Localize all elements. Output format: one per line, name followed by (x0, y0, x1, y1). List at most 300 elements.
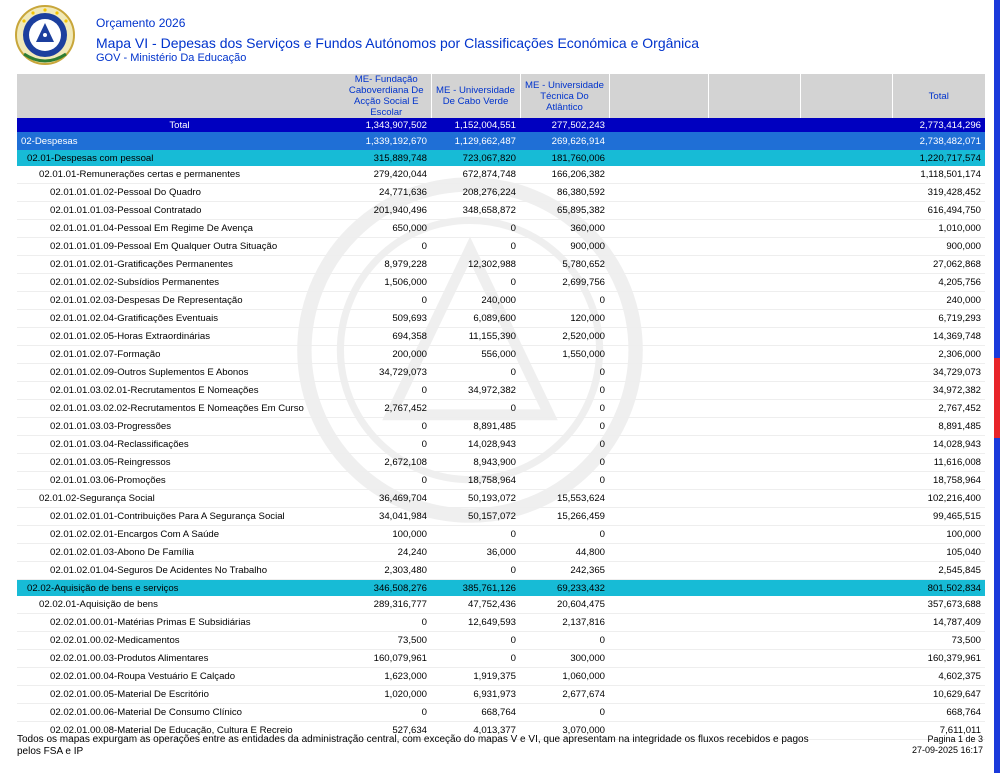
row-empty-cell (609, 132, 708, 150)
table-header-row (17, 74, 985, 118)
row-label: 02.01.02.02.01-Encargos Com A Saúde (17, 526, 342, 544)
row-value: 240,000 (431, 292, 520, 310)
row-value: 2,672,108 (342, 454, 431, 472)
row-total: 14,028,943 (892, 436, 985, 454)
row-value: 289,316,777 (342, 596, 431, 614)
table-row (17, 526, 985, 544)
row-total: 1,118,501,174 (892, 166, 985, 184)
row-label: 02.01.02.01.01-Contribuições Para A Segurança Social (17, 508, 342, 526)
row-empty-cell (800, 166, 892, 184)
table-row (17, 632, 985, 650)
row-label: 02.01.01.02.04-Gratificações Eventuais (17, 310, 342, 328)
row-empty-cell (609, 508, 708, 526)
row-value: 0 (520, 382, 609, 400)
row-empty-cell (609, 364, 708, 382)
row-empty-cell (609, 292, 708, 310)
row-value: 694,358 (342, 328, 431, 346)
row-value: 0 (520, 526, 609, 544)
header-empty-2 (708, 74, 800, 118)
row-empty-cell (800, 490, 892, 508)
row-value: 200,000 (342, 346, 431, 364)
row-label: 02.01.01.02.07-Formação (17, 346, 342, 364)
row-label: 02.02.01.00.05-Material De Escritório (17, 686, 342, 704)
row-value: 0 (342, 292, 431, 310)
row-label: 02.01.01.03.03-Progressões (17, 418, 342, 436)
row-empty-cell (800, 650, 892, 668)
row-label: 02.01.01.01.09-Pessoal Em Qualquer Outra Situação (17, 238, 342, 256)
total-cell: 1,343,907,502 (342, 118, 431, 132)
row-empty-cell (708, 328, 800, 346)
table-row (17, 202, 985, 220)
row-label: 02.01.01.03.05-Reingressos (17, 454, 342, 472)
expenses-table (17, 74, 985, 740)
edge-marker-red (994, 358, 1000, 438)
row-empty-cell (609, 202, 708, 220)
row-value: 6,931,973 (431, 686, 520, 704)
row-total: 34,972,382 (892, 382, 985, 400)
row-value: 0 (520, 632, 609, 650)
row-value: 20,604,475 (520, 596, 609, 614)
row-empty-cell (800, 668, 892, 686)
row-total: 100,000 (892, 526, 985, 544)
table-row (17, 472, 985, 490)
row-value: 0 (431, 364, 520, 382)
row-value: 0 (520, 454, 609, 472)
row-empty-cell (708, 382, 800, 400)
row-empty-cell (609, 632, 708, 650)
page-info (912, 734, 983, 756)
row-total: 2,738,482,071 (892, 132, 985, 150)
row-empty-cell (609, 472, 708, 490)
row-label: 02.01.02-Segurança Social (17, 490, 342, 508)
row-value: 0 (520, 472, 609, 490)
row-empty-cell (609, 328, 708, 346)
row-value: 1,020,000 (342, 686, 431, 704)
row-empty-cell (800, 472, 892, 490)
table-row (17, 650, 985, 668)
row-value: 208,276,224 (431, 184, 520, 202)
row-value: 0 (342, 704, 431, 722)
row-value: 69,233,432 (520, 580, 609, 597)
row-value: 34,041,984 (342, 508, 431, 526)
row-value: 0 (520, 704, 609, 722)
row-value: 6,089,600 (431, 310, 520, 328)
row-empty-cell (800, 632, 892, 650)
row-empty-cell (708, 490, 800, 508)
row-value: 18,758,964 (431, 472, 520, 490)
row-empty-cell (800, 382, 892, 400)
row-value: 1,339,192,670 (342, 132, 431, 150)
row-value: 181,760,006 (520, 150, 609, 166)
row-value: 8,943,900 (431, 454, 520, 472)
row-empty-cell (609, 166, 708, 184)
row-value: 15,266,459 (520, 508, 609, 526)
row-total: 7,611,011 (892, 722, 985, 740)
row-total: 11,616,008 (892, 454, 985, 472)
row-value: 0 (431, 562, 520, 580)
row-label: 02.02.01-Aquisição de bens (17, 596, 342, 614)
row-empty-cell (708, 632, 800, 650)
row-empty-cell (800, 614, 892, 632)
header-empty-1 (609, 74, 708, 118)
row-empty-cell (708, 132, 800, 150)
row-empty-cell (800, 202, 892, 220)
row-empty-cell (609, 614, 708, 632)
row-label: 02.01.01.03.02.02-Recrutamentos E Nomeações Em Curso (17, 400, 342, 418)
row-empty-cell (609, 418, 708, 436)
table-row (17, 274, 985, 292)
row-value: 315,889,748 (342, 150, 431, 166)
cabo-verde-coat-of-arms-icon (14, 4, 76, 66)
row-empty-cell (609, 580, 708, 597)
row-empty-cell (708, 562, 800, 580)
row-label: 02.01.01.02.09-Outros Suplementos E Abonos (17, 364, 342, 382)
row-value: 65,895,382 (520, 202, 609, 220)
row-empty-cell (800, 150, 892, 166)
row-value: 4,013,377 (431, 722, 520, 740)
row-empty-cell (708, 202, 800, 220)
row-empty-cell (800, 418, 892, 436)
row-value: 668,764 (431, 704, 520, 722)
ministry-subtitle: GOV - Ministério Da Educação (96, 52, 247, 64)
table-row (17, 364, 985, 382)
row-value: 34,729,073 (342, 364, 431, 382)
row-value: 12,302,988 (431, 256, 520, 274)
row-label: 02.01.01.02.05-Horas Extraordinárias (17, 328, 342, 346)
row-total: 105,040 (892, 544, 985, 562)
row-value: 50,193,072 (431, 490, 520, 508)
row-value: 0 (342, 238, 431, 256)
row-label: 02.02.01.00.06-Material De Consumo Clínico (17, 704, 342, 722)
row-label: 02.02-Aquisição de bens e serviços (17, 580, 342, 597)
row-value: 14,028,943 (431, 436, 520, 454)
row-total: 4,602,375 (892, 668, 985, 686)
total-row-label: Total (17, 118, 342, 132)
row-value: 160,079,961 (342, 650, 431, 668)
header-blank (17, 74, 342, 118)
row-empty-cell (708, 704, 800, 722)
row-value: 0 (520, 364, 609, 382)
row-value: 73,500 (342, 632, 431, 650)
table-row (17, 184, 985, 202)
table-row (17, 454, 985, 472)
header-col-fundacao: ME- Fundação Caboverdiana De Acção Social E Escolar (342, 74, 431, 118)
row-label: 02.02.01.00.01-Matérias Primas E Subsidiárias (17, 614, 342, 632)
row-value: 2,767,452 (342, 400, 431, 418)
row-value: 0 (342, 436, 431, 454)
row-total: 900,000 (892, 238, 985, 256)
row-total: 2,545,845 (892, 562, 985, 580)
table-row (17, 166, 985, 184)
row-value: 100,000 (342, 526, 431, 544)
row-empty-cell (609, 650, 708, 668)
table-row (17, 562, 985, 580)
row-total: 2,767,452 (892, 400, 985, 418)
row-empty-cell (609, 310, 708, 328)
row-empty-cell (609, 220, 708, 238)
row-label: 02.02.01.00.02-Medicamentos (17, 632, 342, 650)
row-label: 02.01.01.02.01-Gratificações Permanentes (17, 256, 342, 274)
row-value: 279,420,044 (342, 166, 431, 184)
row-empty-cell (708, 220, 800, 238)
row-empty-cell (708, 454, 800, 472)
table-row (17, 490, 985, 508)
row-empty-cell (800, 292, 892, 310)
row-value: 2,677,674 (520, 686, 609, 704)
row-value: 11,155,390 (431, 328, 520, 346)
row-empty-cell (708, 400, 800, 418)
row-total: 160,379,961 (892, 650, 985, 668)
row-label: 02.01.01.01.04-Pessoal Em Regime De Avença (17, 220, 342, 238)
row-value: 527,634 (342, 722, 431, 740)
row-value: 0 (342, 472, 431, 490)
table-row (17, 668, 985, 686)
row-empty-cell (708, 364, 800, 382)
row-empty-cell (800, 436, 892, 454)
table-row (17, 436, 985, 454)
row-value: 0 (342, 614, 431, 632)
row-empty-cell (708, 526, 800, 544)
row-empty-cell (609, 150, 708, 166)
total-cell: 2,773,414,296 (892, 118, 985, 132)
table-row (17, 418, 985, 436)
row-total: 14,787,409 (892, 614, 985, 632)
row-empty-cell (708, 310, 800, 328)
row-label: 02.01.01-Remunerações certas e permanentes (17, 166, 342, 184)
row-total: 102,216,400 (892, 490, 985, 508)
row-total: 4,205,756 (892, 274, 985, 292)
row-value: 201,940,496 (342, 202, 431, 220)
row-empty-cell (708, 596, 800, 614)
row-empty-cell (609, 184, 708, 202)
row-value: 348,658,872 (431, 202, 520, 220)
total-row (17, 118, 985, 132)
row-value: 2,699,756 (520, 274, 609, 292)
row-empty-cell (708, 686, 800, 704)
row-total: 2,306,000 (892, 346, 985, 364)
row-total: 8,891,485 (892, 418, 985, 436)
row-value: 0 (431, 400, 520, 418)
row-total: 1,010,000 (892, 220, 985, 238)
row-value: 269,626,914 (520, 132, 609, 150)
row-empty-cell (708, 418, 800, 436)
row-empty-cell (708, 166, 800, 184)
row-empty-cell (708, 472, 800, 490)
row-value: 0 (520, 400, 609, 418)
row-label: 02.01.01.01.03-Pessoal Contratado (17, 202, 342, 220)
row-empty-cell (609, 562, 708, 580)
row-value: 44,800 (520, 544, 609, 562)
total-cell: 1,152,004,551 (431, 118, 520, 132)
table-row (17, 328, 985, 346)
table-row (17, 238, 985, 256)
row-value: 2,520,000 (520, 328, 609, 346)
row-empty-cell (708, 436, 800, 454)
row-empty-cell (609, 436, 708, 454)
row-label: 02-Despesas (17, 132, 342, 150)
table-row (17, 580, 985, 597)
row-value: 1,506,000 (342, 274, 431, 292)
header-empty-3 (800, 74, 892, 118)
row-label: 02.01-Despesas com pessoal (17, 150, 342, 166)
row-value: 0 (431, 650, 520, 668)
row-empty-cell (609, 668, 708, 686)
row-total: 18,758,964 (892, 472, 985, 490)
table-row (17, 346, 985, 364)
row-empty-cell (708, 150, 800, 166)
row-value: 15,553,624 (520, 490, 609, 508)
row-empty-cell (708, 346, 800, 364)
row-empty-cell (609, 544, 708, 562)
row-value: 12,649,593 (431, 614, 520, 632)
row-empty-cell (609, 704, 708, 722)
row-value: 672,874,748 (431, 166, 520, 184)
row-total: 319,428,452 (892, 184, 985, 202)
report-date: 27-09-2025 16:17 (911, 745, 983, 755)
table-row (17, 614, 985, 632)
row-value: 0 (431, 526, 520, 544)
row-empty-cell (708, 650, 800, 668)
report-year-title: Orçamento 2026 (96, 16, 186, 30)
table-row (17, 292, 985, 310)
row-total: 10,629,647 (892, 686, 985, 704)
row-label: 02.01.01.03.04-Reclassificações (17, 436, 342, 454)
row-empty-cell (708, 614, 800, 632)
header-col-uta: ME - Universidade Técnica Do Atlântico (520, 74, 609, 118)
row-value: 1,623,000 (342, 668, 431, 686)
row-label: 02.01.01.02.03-Despesas De Representação (17, 292, 342, 310)
row-total: 73,500 (892, 632, 985, 650)
row-value: 1,919,375 (431, 668, 520, 686)
row-label: 02.01.02.01.03-Abono De Família (17, 544, 342, 562)
row-empty-cell (609, 346, 708, 364)
row-empty-cell (800, 526, 892, 544)
row-empty-cell (800, 220, 892, 238)
row-value: 36,000 (431, 544, 520, 562)
row-value: 0 (431, 220, 520, 238)
row-empty-cell (800, 364, 892, 382)
header-col-unicv: ME - Universidade De Cabo Verde (431, 74, 520, 118)
row-label: 02.01.01.02.02-Subsídios Permanentes (17, 274, 342, 292)
table-row (17, 310, 985, 328)
row-empty-cell (708, 274, 800, 292)
row-label: 02.01.01.03.06-Promoções (17, 472, 342, 490)
row-empty-cell (800, 346, 892, 364)
row-value: 360,000 (520, 220, 609, 238)
row-label: 02.01.02.01.04-Seguros De Acidentes No Trabalho (17, 562, 342, 580)
table-row (17, 400, 985, 418)
row-value: 0 (342, 418, 431, 436)
row-empty-cell (708, 256, 800, 274)
row-empty-cell (800, 238, 892, 256)
row-value: 0 (520, 418, 609, 436)
row-value: 242,365 (520, 562, 609, 580)
row-value: 346,508,276 (342, 580, 431, 597)
row-empty-cell (708, 580, 800, 597)
row-value: 36,469,704 (342, 490, 431, 508)
row-empty-cell (800, 132, 892, 150)
row-value: 0 (431, 274, 520, 292)
row-value: 120,000 (520, 310, 609, 328)
row-label: 02.01.01.03.02.01-Recrutamentos E Nomeações (17, 382, 342, 400)
row-empty-cell (609, 256, 708, 274)
row-total: 34,729,073 (892, 364, 985, 382)
row-total: 14,369,748 (892, 328, 985, 346)
row-value: 2,303,480 (342, 562, 431, 580)
row-empty-cell (708, 668, 800, 686)
row-value: 900,000 (520, 238, 609, 256)
row-empty-cell (609, 526, 708, 544)
row-value: 24,240 (342, 544, 431, 562)
row-empty-cell (800, 562, 892, 580)
row-value: 50,157,072 (431, 508, 520, 526)
row-empty-cell (708, 508, 800, 526)
row-empty-cell (609, 490, 708, 508)
row-total: 240,000 (892, 292, 985, 310)
row-empty-cell (609, 400, 708, 418)
row-value: 650,000 (342, 220, 431, 238)
row-total: 27,062,868 (892, 256, 985, 274)
row-value: 86,380,592 (520, 184, 609, 202)
row-empty-cell (800, 256, 892, 274)
row-value: 24,771,636 (342, 184, 431, 202)
row-value: 47,752,436 (431, 596, 520, 614)
row-empty-cell (708, 544, 800, 562)
row-value: 1,129,662,487 (431, 132, 520, 150)
total-cell: 277,502,243 (520, 118, 609, 132)
row-empty-cell (800, 686, 892, 704)
table-row (17, 132, 985, 150)
row-empty-cell (800, 184, 892, 202)
row-empty-cell (800, 596, 892, 614)
table-row (17, 596, 985, 614)
row-value: 166,206,382 (520, 166, 609, 184)
row-empty-cell (800, 454, 892, 472)
row-empty-cell (708, 292, 800, 310)
row-empty-cell (800, 328, 892, 346)
row-label: 02.02.01.00.04-Roupa Vestuário E Calçado (17, 668, 342, 686)
row-empty-cell (609, 454, 708, 472)
row-value: 509,693 (342, 310, 431, 328)
row-empty-cell (609, 596, 708, 614)
table-row (17, 544, 985, 562)
row-total: 616,494,750 (892, 202, 985, 220)
row-value: 5,780,652 (520, 256, 609, 274)
row-value: 34,972,382 (431, 382, 520, 400)
header-col-total: Total (892, 74, 985, 118)
row-value: 723,067,820 (431, 150, 520, 166)
row-empty-cell (609, 274, 708, 292)
row-value: 0 (342, 382, 431, 400)
page-number: Pagina 1 de 3 (927, 734, 983, 744)
row-value: 1,550,000 (520, 346, 609, 364)
row-empty-cell (800, 310, 892, 328)
row-label: 02.02.01.00.08-Material De Educação, Cultura E Recreio (17, 722, 342, 740)
row-total: 6,719,293 (892, 310, 985, 328)
row-empty-cell (800, 508, 892, 526)
row-value: 2,137,816 (520, 614, 609, 632)
row-empty-cell (708, 238, 800, 256)
row-total: 1,220,717,574 (892, 150, 985, 166)
row-empty-cell (609, 238, 708, 256)
row-value: 8,979,228 (342, 256, 431, 274)
table-row (17, 150, 985, 166)
row-value: 300,000 (520, 650, 609, 668)
row-value: 0 (520, 292, 609, 310)
table-row (17, 704, 985, 722)
row-value: 385,761,126 (431, 580, 520, 597)
row-total: 668,764 (892, 704, 985, 722)
